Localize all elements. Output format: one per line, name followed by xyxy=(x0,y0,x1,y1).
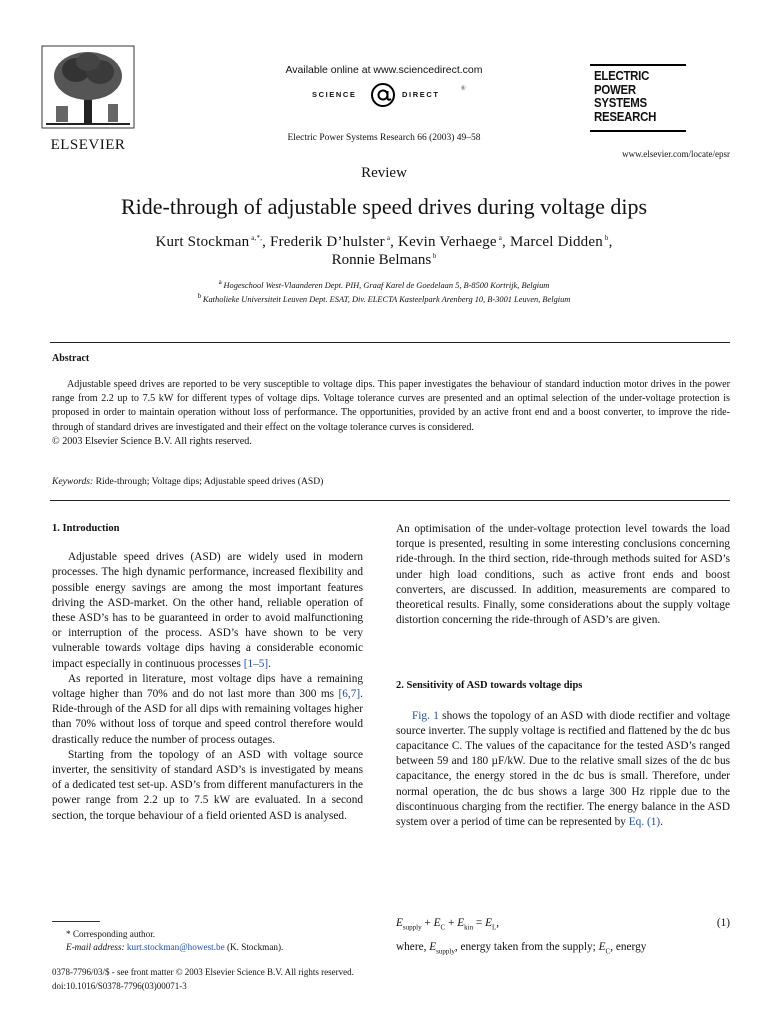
ref-1-5-link[interactable]: [1–5] xyxy=(243,657,269,670)
eq-1-link[interactable]: Eq. (1) xyxy=(628,816,661,829)
keywords xyxy=(52,476,323,487)
affiliation-text: Katholieke Universiteit Leuven Dept. ESAT, Div. ELECTA Kasteelpark Arenberg 10, B-3001 Leuven, Belgium xyxy=(202,295,571,304)
equation-number: (1) xyxy=(716,917,730,929)
article-type: Review xyxy=(361,165,407,181)
author-affiliation-mark: a xyxy=(496,234,503,242)
affiliation-mark: b xyxy=(197,292,203,301)
footer-issn: 0378-7796/03/$ - see front matter © 2003 Elsevier Science B.V. All rights reserved. xyxy=(52,967,354,977)
author-list-line2 xyxy=(0,252,768,269)
author-affiliation-mark: a xyxy=(384,234,391,242)
intro-paragraph-2: As reported in literature, most voltage dips have a remaining voltage higher than 70% and do not last more than 300 ms [6,7]. Ride-through of the ASD for all dips with remaining voltages higher than 70% without loss of torque and speed control therefore would drastically reduce the number of process outages. xyxy=(52,672,363,746)
author-name: Ronnie Belmans xyxy=(331,252,432,268)
divider-abstract xyxy=(50,500,730,501)
equation-1 xyxy=(396,917,730,932)
affiliation xyxy=(0,279,768,293)
footnote-corresponding: * Corresponding author. xyxy=(66,929,156,939)
intro-paragraph-3: Starting from the topology of an ASD with voltage source inverter, the sensitivity of standard ASD’s is investigated by means of a dedicated test set-up. ASD’s from different manufacturers in the power range from 2.2 up to 7.5 kW are evaluated. In a second section, the torque behaviour of a field oriented ASD is analysed. xyxy=(52,748,363,822)
author-email-link[interactable]: kurt.stockman@howest.be xyxy=(126,942,225,952)
abstract-copyright: © 2003 Elsevier Science B.V. All rights reserved. xyxy=(52,435,252,447)
affiliation xyxy=(0,293,768,307)
author-affiliation-mark: b xyxy=(602,234,609,242)
affiliations xyxy=(0,279,768,307)
author-name: Kevin Verhaege xyxy=(398,234,497,250)
abstract-body xyxy=(52,378,730,449)
sciencedirect-at-icon xyxy=(368,80,398,110)
author-name: Kurt Stockman xyxy=(155,234,250,250)
sciencedirect-logo xyxy=(300,80,480,110)
footer-doi: doi:10.1016/S0378-7796(03)00071-3 xyxy=(52,981,187,991)
publisher-name: ELSEVIER xyxy=(50,137,126,153)
article-title: Ride-through of adjustable speed drives during voltage dips xyxy=(120,194,648,219)
ref-6-7-link[interactable]: [6,7] xyxy=(338,688,361,701)
footnote xyxy=(66,928,283,954)
journal-logo-line: RESEARCH xyxy=(594,108,657,124)
affiliation-mark: a xyxy=(218,278,224,287)
section-1-title: 1. Introduction xyxy=(52,523,120,534)
journal-logo-line: POWER xyxy=(594,81,636,97)
sd-left-text: SCIENCE xyxy=(312,90,357,99)
fig-1-link[interactable]: Fig. 1 xyxy=(412,709,439,722)
journal-logo xyxy=(590,64,686,136)
sensitivity-paragraph: Fig. 1 shows the topology of an ASD with diode rectifier and voltage source inverter. The supply voltage is rectified and flattened by the dc bus capacitance C. The values of the capacitance for the tested ASD’s ranged between 59 and 180 µF/kW. Due to the relative small sizes of the dc bus capacitance, the energy stored in the dc bus is small. Therefore, under normal operation, the dc bus shows a large 300 Hz ripple due to the discontinuous charging from the rectifier. The energy balance in the ASD system over a period of time can be represented by Eq. (1). xyxy=(396,709,730,829)
right-paragraph-1: An optimisation of the under-voltage protection level towards the load torque is presented, resulting in some interesting conclusions concerning ride-through. In the third section, ride-through methods suited for ASD’s under high load conditions, such as active front ends and boost converters, are discussed. In addition, measurements are compared to theoretical results. Finally, some considerations about the supply voltage distortion concerning the ride-through of ASD’s are given. xyxy=(396,523,730,627)
footnote-email-line: E-mail address: kurt.stockman@howest.be (K. Stockman). xyxy=(66,942,284,952)
author-name: Marcel Didden xyxy=(509,234,603,250)
sd-mark: ® xyxy=(461,86,466,92)
journal-url[interactable]: www.elsevier.com/locate/epsr xyxy=(622,149,730,159)
equation-expression: $E_{supply} + E_C + E_{kin} = E_L$, xyxy=(396,917,500,932)
author-list-line1: Kurt Stockman $^{a,*,}$, Frederik D’hulster $^a$, Kevin Verhaege $^a$, Marcel Didden $^b$, xyxy=(155,234,613,250)
divider-top xyxy=(50,342,730,343)
sd-right-text: DIRECT xyxy=(402,90,440,99)
journal-logo-line: ELECTRIC xyxy=(594,68,650,83)
section-2-title: 2. Sensitivity of ASD towards voltage dips xyxy=(396,680,583,692)
footnote-rule xyxy=(52,921,100,922)
author-affiliation-mark: a,*, xyxy=(249,234,263,242)
author-name: Frederik D’hulster xyxy=(270,234,385,250)
elsevier-tree-icon xyxy=(40,44,136,130)
left-column xyxy=(52,521,363,824)
abstract-heading: Abstract xyxy=(52,353,90,364)
journal-citation: Electric Power Systems Research 66 (2003) 49–58 xyxy=(287,133,481,143)
abstract-text: Adjustable speed drives are reported to be very susceptible to voltage dips. This paper investigates the behaviour of standard induction motor drives in the power range from 2.2 up to 7.5 kW for different types of voltage dips. Voltage tolerance curves are presented and an optimal selection of the under-voltage protection is proposed in order to maintain operation without loss of performance. The opportunities, provided by an active front end and a boost converter, to improve the ride-through of standard drives are investigated and their effect on the voltage tolerance curves is considered. xyxy=(52,379,730,433)
keywords-label: Keywords: xyxy=(52,476,94,487)
where-line: where, $E_{supply}$, energy taken from the supply; $E_C$, energy xyxy=(396,941,647,956)
journal-logo-line: SYSTEMS xyxy=(594,95,647,110)
keywords-text: Ride-through; Voltage dips; Adjustable speed drives (ASD) xyxy=(95,476,324,487)
intro-paragraph-1: Adjustable speed drives (ASD) are widely used in modern processes. The high dynamic performance, increased flexibility and possible energy savings are among the most important features driving the ASD-market. On the other hand, reliable operation of these ASD’s has to be guaranteed in order to avoid malfunctioning or interruption of the process. ASD’s have shown to be very vulnerable towards voltage dips having a considerable economic impact especially in continuous processes [1–5]. xyxy=(52,551,363,670)
right-column xyxy=(396,522,730,830)
affiliation-text: Hogeschool West-Vlaanderen Dept. PIH, Graaf Karel de Goedelaan 5, B-8500 Kortrijk, Belgium xyxy=(223,281,550,290)
available-online: Available online at www.sciencedirect.com xyxy=(285,64,483,76)
author-affiliation-mark: b xyxy=(431,252,437,260)
